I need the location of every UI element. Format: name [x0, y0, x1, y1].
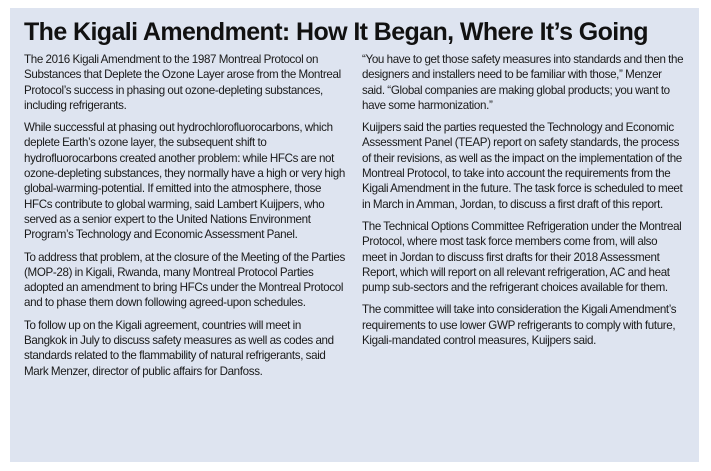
paragraph: While successful at phasing out hydrochlorofluorocarbons, which deplete Earth’s ozone layer, the subsequent shift to hydrofluorocarbons created another problem: while HFCs are not ozone-depleting substances, they normally have a high or very high global-warming-potential. If emitted into the atmosphere, those HFCs contribute to global warming, said Lambert Kuijpers, who served as a senior expert to the United Nations Environment Program’s Technology and Economic Assessment Panel.: [24, 121, 345, 242]
article-title: The Kigali Amendment: How It Began, Where It’s Going: [24, 18, 648, 46]
paragraph: To follow up on the Kigali agreement, countries will meet in Bangkok in July to discuss safety measures as well as codes and standards related to the flammability of natural refrigerants, said Mark Menzer, director of public affairs for Danfoss.: [24, 318, 334, 378]
paragraph: To address that problem, at the closure of the Meeting of the Parties (MOP-28) in Kigali, Rwanda, many Montreal Protocol Parties adopted an amendment to bring HFCs under the Montreal Protocol and to phase them down following agreed-upon schedules.: [24, 250, 345, 310]
text-columns: [24, 52, 687, 386]
sidebar-box: [10, 8, 699, 462]
paragraph: The Technical Options Committee Refrigeration under the Montreal Protocol, where most task force members come from, will also meet in Jordan to discuss first drafts for their 2018 Assessment Report, which will report on all relevant refrigeration, AC and heat pump sub-sectors and the refrigerant choices available for them.: [362, 219, 682, 295]
paragraph: “You have to get those safety measures into standards and then the designers and installers need to be familiar with those,” Menzer said. “Global companies are making global products; you want to have some harmonization.”: [362, 53, 684, 112]
paragraph: The committee will take into consideration the Kigali Amendment’s requirements to use lower GWP refrigerants to comply with future, Kigali-mandated control measures, Kuijpers said.: [362, 303, 677, 348]
paragraph: The 2016 Kigali Amendment to the 1987 Montreal Protocol on Substances that Deplete the Ozone Layer arose from the Montreal Protocol’s success in phasing out ozone-depleting substances, including refrigerants.: [24, 53, 341, 112]
paragraph: Kuijpers said the parties requested the Technology and Economic Assessment Panel (TEAP) report on safety standards, the process of their revisions, as well as the impact on the implementation of the Montreal Protocol, to take into account the requirements from the Kigali Amendment in the future. The task force is scheduled to meet in March in Amman, Jordan, to discuss a first draft of this report.: [362, 121, 683, 211]
left-column: [24, 52, 346, 386]
right-column: [362, 52, 684, 386]
